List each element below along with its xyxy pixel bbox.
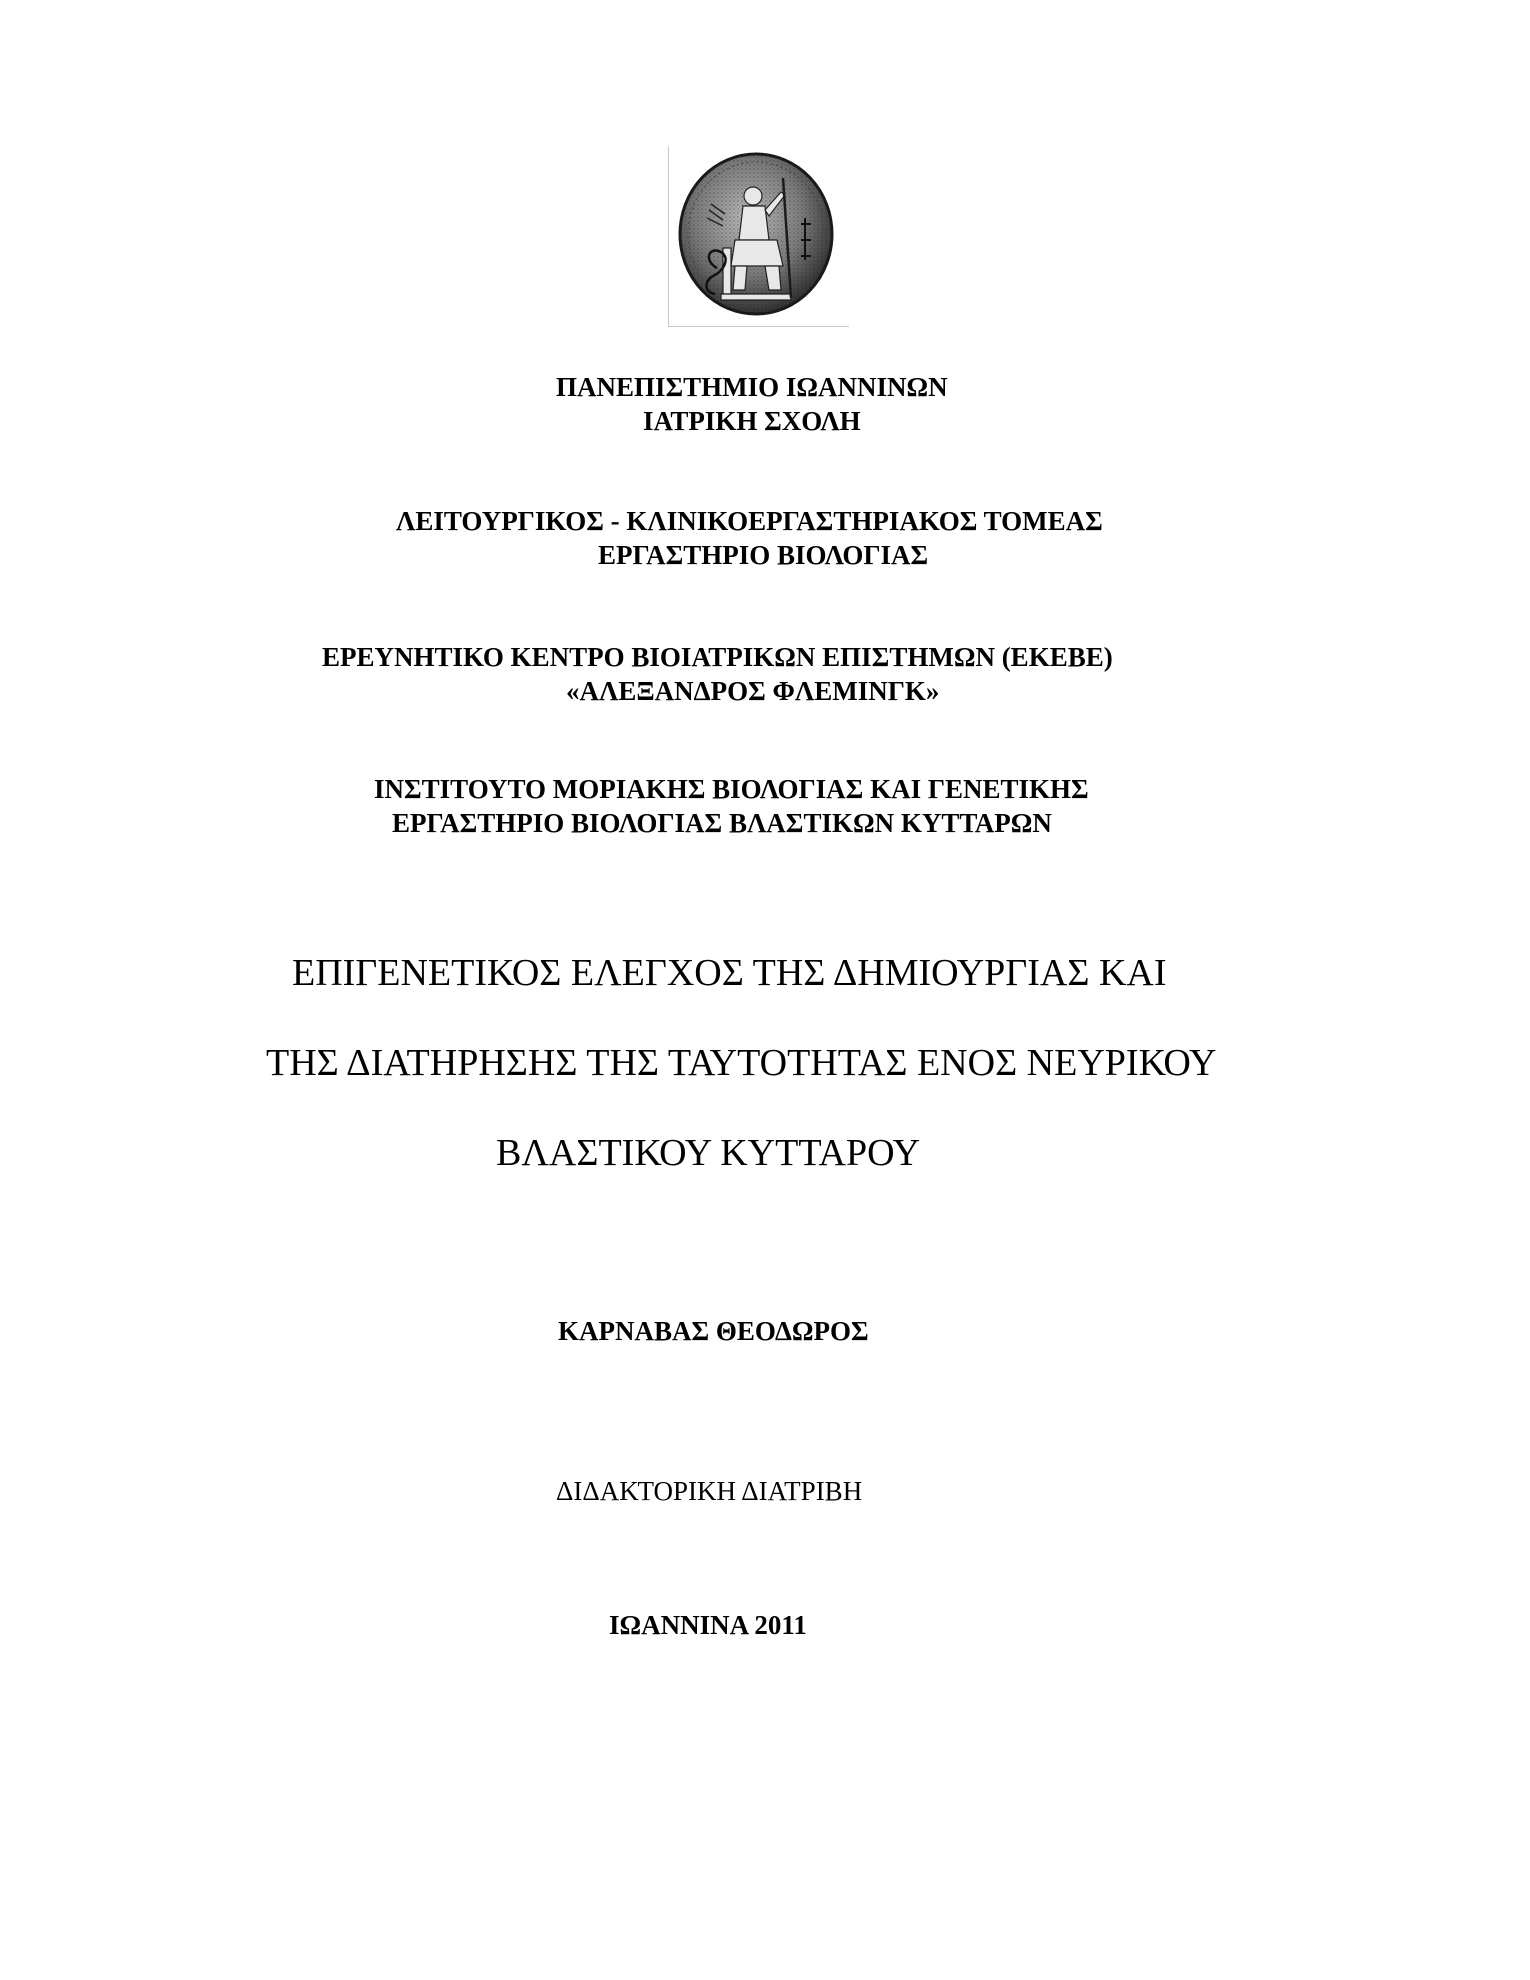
institute-lab-name: ΕΡΓΑΣΤΗΡΙΟ ΒΙΟΛΟΓΙΑΣ ΒΛΑΣΤΙΚΩΝ ΚΥΤΤΑΡΩΝ (392, 808, 1052, 838)
school-name: ΙΑΤΡΙΚΗ ΣΧΟΛΗ (643, 406, 861, 436)
research-center-name: ΕΡΕΥΝΗΤΙΚΟ ΚΕΝΤΡΟ ΒΙΟΙΑΤΡΙΚΩΝ ΕΠΙΣΤΗΜΩΝ (ΕΚΕΒΕ) (322, 642, 1113, 672)
sector-name: ΛΕΙΤΟΥΡΓΙΚΟΣ - ΚΛΙΝΙΚΟΕΡΓΑΣΤΗΡΙΑΚΟΣ ΤΟΜΕΑΣ (396, 506, 1103, 536)
author-name: ΚΑΡΝΑΒΑΣ ΘΕΟΔΩΡΟΣ (558, 1316, 869, 1346)
thesis-title-line-2: ΤΗΣ ΔΙΑΤΗΡΗΣΗΣ ΤΗΣ ΤΑΥΤΟΤΗΤΑΣ ΕΝΟΣ ΝΕΥΡΙΚΟΥ (266, 1042, 1217, 1084)
university-seal-icon (673, 148, 839, 320)
university-name: ΠΑΝΕΠΙΣΤΗΜΙΟ ΙΩΑΝΝΙΝΩΝ (556, 372, 948, 402)
thesis-title-line-3: ΒΛΑΣΤΙΚΟΥ ΚΥΤΤΑΡΟΥ (496, 1132, 921, 1174)
place-and-year: ΙΩΑΝΝΙΝΑ 2011 (609, 1610, 807, 1640)
thesis-type: ΔΙΔΑΚΤΟΡΙΚΗ ΔΙΑΤΡΙΒΗ (556, 1476, 863, 1506)
research-center-subtitle: «ΑΛΕΞΑΝΔΡΟΣ ΦΛΕΜΙΝΓΚ» (566, 676, 940, 706)
department-lab-name: ΕΡΓΑΣΤΗΡΙΟ ΒΙΟΛΟΓΙΑΣ (598, 540, 929, 570)
seal-frame (668, 146, 849, 327)
institute-name: ΙΝΣΤΙΤΟΥΤΟ ΜΟΡΙΑΚΗΣ ΒΙΟΛΟΓΙΑΣ ΚΑΙ ΓΕΝΕΤΙΚΗΣ (374, 774, 1089, 804)
thesis-title-line-1: ΕΠΙΓΕΝΕΤΙΚΟΣ ΕΛΕΓΧΟΣ ΤΗΣ ΔΗΜΙΟΥΡΓΙΑΣ ΚΑΙ (292, 952, 1167, 994)
